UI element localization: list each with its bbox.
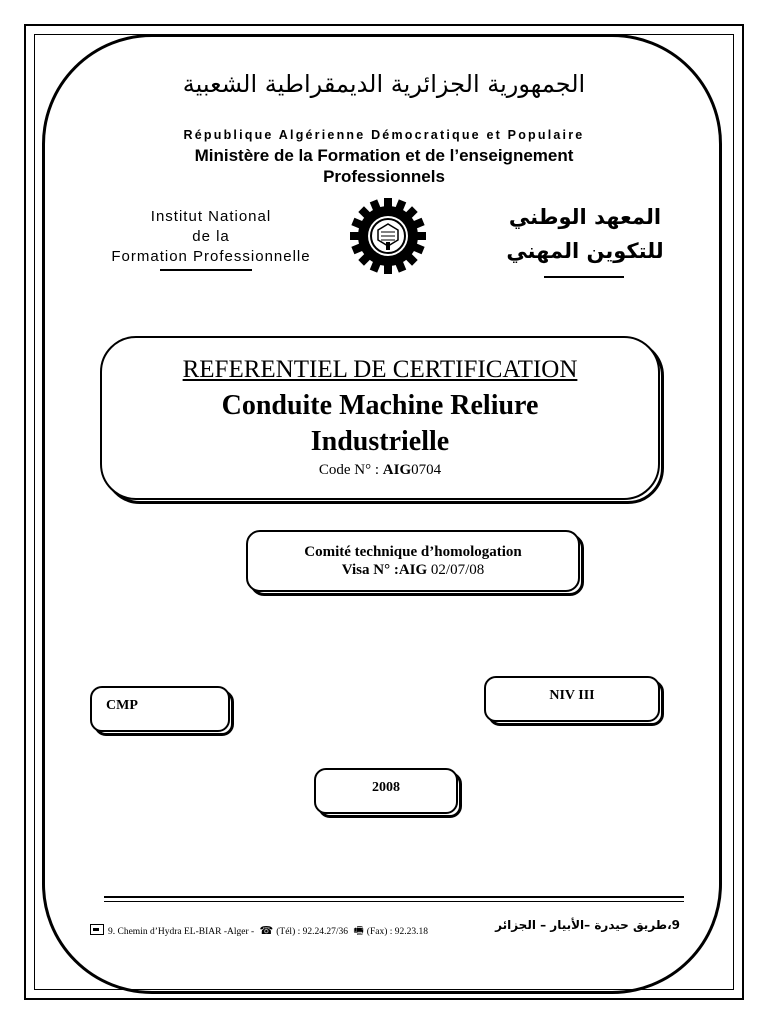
- referentiel-title: REFERENTIEL DE CERTIFICATION: [182, 356, 578, 383]
- institute-fr-line-3: Formation Professionnelle: [111, 248, 311, 265]
- trade-title-line-1: Conduite Machine Reliure: [221, 390, 539, 421]
- code-prefix: AIG: [382, 462, 412, 478]
- telephone-icon: ☎: [259, 924, 274, 937]
- code-number: 0704: [411, 462, 442, 478]
- ministry-line-1: Ministère de la Formation et de l’enseignement: [194, 146, 574, 165]
- visa-label: Visa N° :AIG: [341, 562, 428, 578]
- niveau-label: NIV III: [549, 688, 595, 703]
- footer-address-fr: [90, 922, 428, 941]
- niveau-box: [484, 676, 660, 722]
- trade-title: [102, 388, 658, 460]
- comite-title: Comité technique d’homologation: [304, 544, 522, 560]
- footer-contact: [90, 918, 680, 940]
- footer-rule: [104, 896, 684, 898]
- comite-text: [248, 543, 578, 579]
- gear-emblem-icon: [348, 196, 428, 276]
- visa-line: [248, 561, 578, 579]
- ministry-line-2: Professionnels: [323, 167, 445, 186]
- institute-ar-underline: [544, 276, 624, 278]
- year-box: [314, 768, 458, 814]
- title-box: [100, 336, 660, 500]
- footer-rule-thin: [104, 901, 684, 902]
- footer-address: 9. Chemin d’Hydra EL-BIAR -Alger -: [108, 927, 255, 937]
- ministry-title: [0, 145, 768, 187]
- fax-icon: 🖷: [353, 924, 364, 937]
- visa-date: 02/07/08: [427, 562, 485, 578]
- code-label: Code N° :: [318, 462, 383, 478]
- arabic-republic-title: الجمهورية الجزائرية الديمقراطية الشعبية: [182, 70, 586, 98]
- institute-name-ar: [490, 200, 680, 268]
- year-label: 2008: [372, 780, 400, 795]
- cmp-label: CMP: [106, 698, 138, 713]
- institute-ar-line-2: للتكوين المهني: [506, 239, 664, 263]
- institute-name-fr: [86, 207, 336, 267]
- institute-ar-line-1: المعهد الوطني: [508, 205, 662, 229]
- republic-title-fr: République Algérienne Démocratique et Populaire: [183, 128, 585, 142]
- mailbox-icon: [90, 924, 104, 935]
- footer-address-ar: 9،طريق حيدرة –الأبيار – الجزائر: [495, 918, 680, 932]
- footer-tel: (Tél) : 92.24.27/36: [276, 927, 349, 937]
- footer-fax: (Fax) : 92.23.18: [366, 927, 428, 937]
- comite-box: [246, 530, 580, 592]
- institute-fr-line-1: Institut National: [150, 208, 272, 225]
- institute-fr-underline: [160, 269, 252, 271]
- cmp-box: [90, 686, 230, 732]
- code-line: [102, 462, 658, 479]
- trade-title-line-2: Industrielle: [310, 426, 450, 457]
- institute-fr-line-2: de la: [192, 228, 230, 245]
